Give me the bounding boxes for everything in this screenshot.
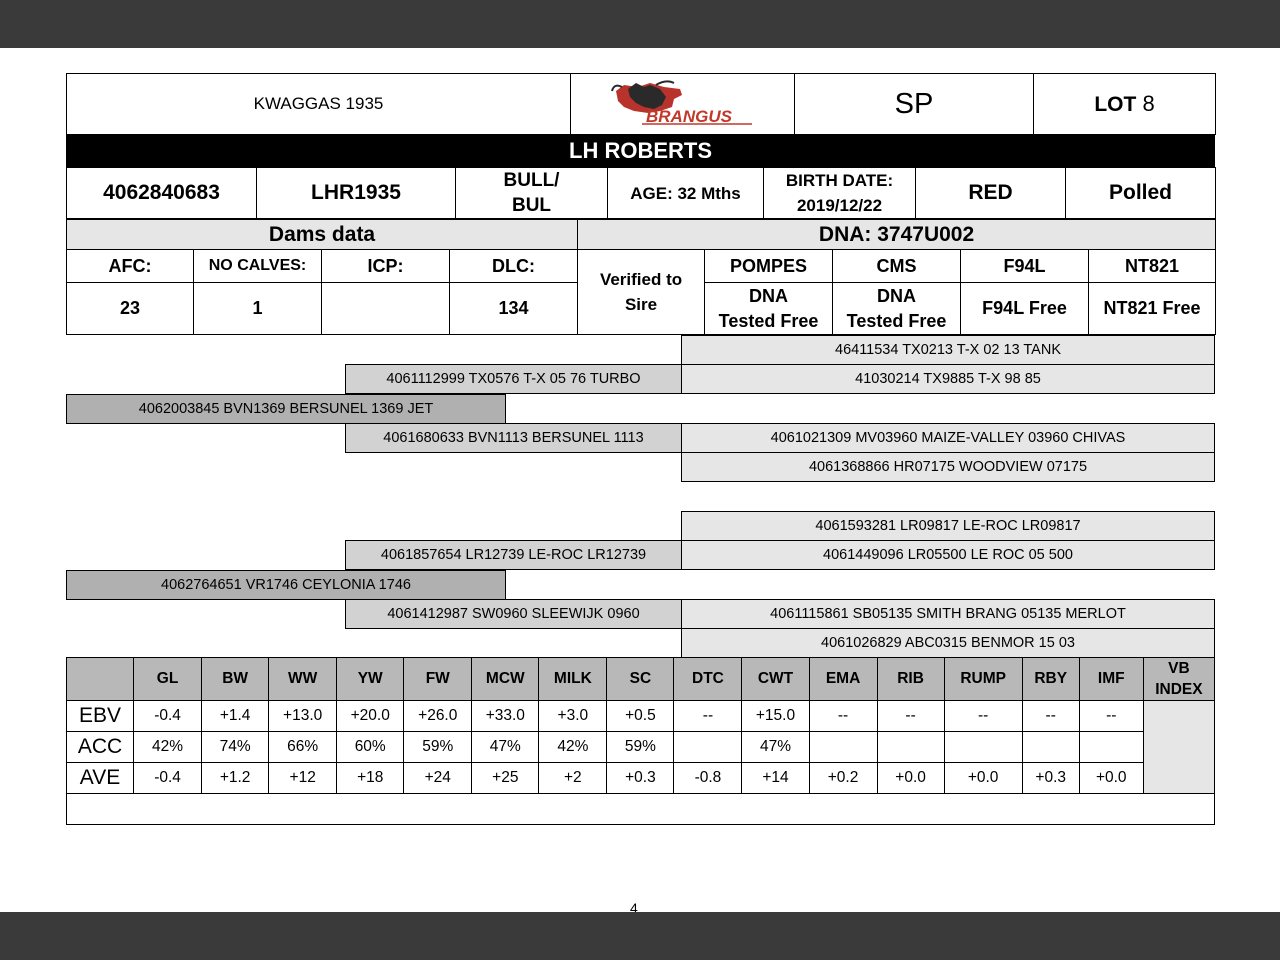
ebv-row-ebv	[67, 701, 1215, 732]
ebv-cell: -0.8	[674, 763, 742, 794]
test-name-cms: CMS	[833, 250, 961, 283]
vb-index-value	[1143, 701, 1214, 794]
ebv-cell: 59%	[607, 732, 674, 763]
pedigree-dam: 4062764651 VR1746 CEYLONIA 1746	[66, 570, 506, 600]
ebv-cell: +0.0	[877, 763, 944, 794]
pedigree-sire-sire-dam: 41030214 TX9885 T-X 98 85	[681, 364, 1215, 394]
ebv-cell: 60%	[337, 732, 404, 763]
test-name-nt821: NT821	[1089, 250, 1216, 283]
ebv-cell: -0.4	[134, 701, 202, 732]
birth-date-cell	[764, 168, 916, 219]
logo-text: BRANGUS	[645, 106, 732, 126]
ebv-row-ave	[67, 763, 1215, 794]
ebv-cell	[1022, 732, 1079, 763]
ebv-cell: +0.2	[809, 763, 877, 794]
pedigree-dam-dam-dam: 4061026829 ABC0315 BENMOR 15 03	[681, 628, 1215, 658]
breed-code: SP	[795, 74, 1034, 135]
ebv-cell: +0.0	[944, 763, 1022, 794]
test-result-nt821: NT821 Free	[1089, 283, 1216, 335]
ebv-cell: +12	[269, 763, 337, 794]
ebv-cell: --	[1079, 701, 1143, 732]
ebv-table	[66, 657, 1215, 825]
pompes-line1: DNA	[749, 285, 789, 306]
ebv-cell: 47%	[742, 732, 809, 763]
registration-number: 4062840683	[67, 168, 257, 219]
pedigree-sire-dam-dam: 4061368866 HR07175 WOODVIEW 07175	[681, 452, 1215, 482]
ebv-cell: +0.3	[607, 763, 674, 794]
ebv-cell: 42%	[134, 732, 202, 763]
age: AGE: 32 Mths	[608, 168, 764, 219]
ebv-cell: +14	[742, 763, 809, 794]
ebv-row-acc	[67, 732, 1215, 763]
verified-to-sire	[578, 250, 705, 335]
ebv-cell: +13.0	[269, 701, 337, 732]
ebv-cell	[944, 732, 1022, 763]
horn-status: Polled	[1066, 168, 1216, 219]
ebv-col-header: YW	[337, 658, 404, 701]
vb-line1: VB	[1168, 660, 1190, 677]
dams-data-table	[66, 219, 1216, 335]
ebv-header-row	[67, 658, 1215, 701]
document-page	[0, 48, 1280, 912]
ebv-cell: +0.0	[1079, 763, 1143, 794]
brangus-logo	[571, 74, 795, 135]
sex-line1: BULL/	[503, 170, 560, 191]
page-number: 4	[630, 900, 638, 912]
pedigree-sire-dam: 4061680633 BVN1113 BERSUNEL 1113	[345, 423, 682, 453]
ebv-col-header: RUMP	[944, 658, 1022, 701]
ebv-cell: +1.2	[202, 763, 269, 794]
pedigree-sire: 4062003845 BVN1369 BERSUNEL 1369 JET	[66, 394, 506, 424]
ebv-row-label: ACC	[67, 732, 134, 763]
test-result-pompes	[705, 283, 833, 335]
ebv-cell: +3.0	[539, 701, 607, 732]
ebv-cell	[809, 732, 877, 763]
sex-cell	[456, 168, 608, 219]
ebv-cell: -0.4	[134, 763, 202, 794]
ebv-cell: +1.4	[202, 701, 269, 732]
ebv-col-header: EMA	[809, 658, 877, 701]
ebv-cell: +20.0	[337, 701, 404, 732]
ebv-corner-cell	[67, 658, 134, 701]
ebv-cell: 47%	[472, 732, 539, 763]
sex-line2: BUL	[511, 195, 552, 216]
vb-index-header	[1143, 658, 1214, 701]
pedigree-dam-sire-sire: 4061593281 LR09817 LE-ROC LR09817	[681, 511, 1215, 541]
animal-id-code: LHR1935	[257, 168, 456, 219]
ebv-cell: 66%	[269, 732, 337, 763]
pedigree-sire-sire-sire: 46411534 TX0213 T-X 02 13 TANK	[681, 335, 1215, 365]
ebv-cell	[877, 732, 944, 763]
ebv-cell: +33.0	[472, 701, 539, 732]
calves-label: NO CALVES:	[194, 250, 322, 283]
ebv-cell: 42%	[539, 732, 607, 763]
ebv-col-header: CWT	[742, 658, 809, 701]
animal-name: LH ROBERTS	[66, 134, 1215, 167]
icp-label: ICP:	[322, 250, 450, 283]
ebv-col-header: BW	[202, 658, 269, 701]
ebv-col-header: MCW	[472, 658, 539, 701]
dlc-value: 134	[450, 283, 578, 335]
test-result-f94l: F94L Free	[961, 283, 1089, 335]
test-result-cms	[833, 283, 961, 335]
lot-number: 8	[1142, 91, 1155, 116]
ebv-cell: +0.5	[607, 701, 674, 732]
pedigree-dam-sire-dam: 4061449096 LR05500 LE ROC 05 500	[681, 540, 1215, 570]
ebv-row-label: EBV	[67, 701, 134, 732]
dna-title: DNA: 3747U002	[578, 220, 1216, 250]
ebv-cell: 74%	[202, 732, 269, 763]
ebv-cell: +26.0	[404, 701, 472, 732]
test-name-pompes: POMPES	[705, 250, 833, 283]
ebv-cell	[1079, 732, 1143, 763]
animal-info-table	[66, 167, 1216, 219]
pedigree-dam-dam-sire: 4061115861 SB05135 SMITH BRANG 05135 MERLOT	[681, 599, 1215, 629]
ebv-col-header: DTC	[674, 658, 742, 701]
ebv-cell: --	[674, 701, 742, 732]
lot-cell	[1034, 74, 1216, 135]
header-table	[66, 73, 1216, 135]
bull-logo-icon	[608, 77, 758, 127]
ebv-col-header: WW	[269, 658, 337, 701]
ebv-cell: +2	[539, 763, 607, 794]
ebv-col-header: IMF	[1079, 658, 1143, 701]
ebv-empty-row	[67, 794, 1215, 825]
viewer-top-bar	[0, 0, 1280, 48]
pedigree-dam-sire: 4061857654 LR12739 LE-ROC LR12739	[345, 540, 682, 570]
pompes-line2: Tested Free	[718, 310, 819, 331]
ebv-cell: --	[877, 701, 944, 732]
test-name-f94l: F94L	[961, 250, 1089, 283]
colour: RED	[916, 168, 1066, 219]
ebv-cell: --	[1022, 701, 1079, 732]
ebv-notes-cell	[67, 794, 1215, 825]
ebv-cell: +24	[404, 763, 472, 794]
calves-value: 1	[194, 283, 322, 335]
birth-date-label: BIRTH DATE:	[785, 171, 894, 190]
vb-line2: INDEX	[1155, 681, 1203, 698]
pedigree-sire-sire: 4061112999 TX0576 T-X 05 76 TURBO	[345, 364, 682, 394]
farm-name: KWAGGAS 1935	[67, 74, 571, 135]
ebv-col-header: RIB	[877, 658, 944, 701]
ebv-cell	[674, 732, 742, 763]
ebv-col-header: MILK	[539, 658, 607, 701]
ebv-cell: +25	[472, 763, 539, 794]
ebv-cell: +0.3	[1022, 763, 1079, 794]
ebv-col-header: GL	[134, 658, 202, 701]
dams-data-title: Dams data	[67, 220, 578, 250]
verified-line2: Sire	[624, 295, 658, 314]
ebv-cell: +18	[337, 763, 404, 794]
ebv-cell: 59%	[404, 732, 472, 763]
ebv-col-header: RBY	[1022, 658, 1079, 701]
ebv-col-header: SC	[607, 658, 674, 701]
birth-date-value: 2019/12/22	[796, 196, 883, 215]
lot-label: LOT	[1094, 93, 1137, 116]
cms-line2: Tested Free	[846, 310, 947, 331]
dlc-label: DLC:	[450, 250, 578, 283]
icp-value	[322, 283, 450, 335]
pedigree-dam-dam: 4061412987 SW0960 SLEEWIJK 0960	[345, 599, 682, 629]
ebv-cell: --	[944, 701, 1022, 732]
ebv-cell: --	[809, 701, 877, 732]
pedigree-sire-dam-sire: 4061021309 MV03960 MAIZE-VALLEY 03960 CHIVAS	[681, 423, 1215, 453]
ebv-cell: +15.0	[742, 701, 809, 732]
cms-line1: DNA	[877, 285, 917, 306]
ebv-row-label: AVE	[67, 763, 134, 794]
viewer-bottom-bar	[0, 912, 1280, 960]
afc-label: AFC:	[67, 250, 194, 283]
afc-value: 23	[67, 283, 194, 335]
ebv-col-header: FW	[404, 658, 472, 701]
verified-line1: Verified to	[599, 270, 683, 289]
